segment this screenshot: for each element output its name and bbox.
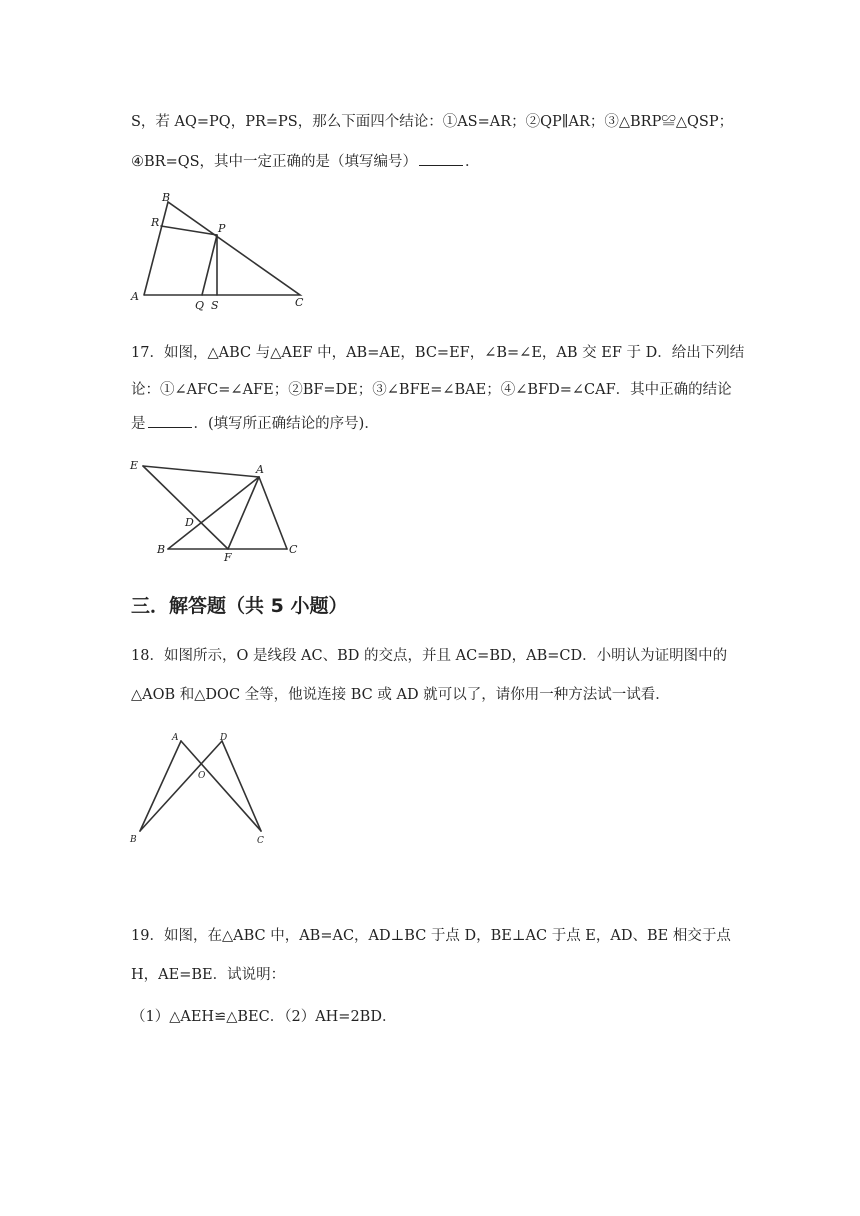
label-b: B — [157, 543, 166, 556]
segment-ef — [143, 466, 228, 549]
segment-ab — [140, 741, 181, 831]
label-a: A — [172, 733, 179, 743]
q16-line2-end: ． — [465, 154, 480, 170]
figure-q18 — [125, 725, 275, 850]
label-b: B — [130, 835, 137, 845]
q17-line3-end: ．(填写所正确结论的序号)． — [193, 416, 379, 432]
label-q: Q — [195, 299, 205, 312]
segment-ab — [168, 477, 259, 549]
label-d: D — [220, 733, 228, 743]
q17-line3 — [131, 413, 741, 434]
label-c: C — [295, 296, 304, 309]
segment-dc — [222, 741, 261, 831]
q16-line2 — [131, 151, 741, 172]
q18-line1: 18．如图所示，O 是线段 AC、BD 的交点，并且 AC=BD，AB=CD．小明认为证明图中的 — [131, 648, 728, 664]
figure-q16 — [120, 188, 320, 318]
q17-line2: 论：①∠AFC=∠AFE；②BF=DE；③∠BFE=∠BAE；④∠BFD=∠CAF．其中正确的结论 — [131, 382, 732, 398]
section-title: 三．解答题（共 5 小题） — [131, 595, 348, 617]
label-f: F — [224, 551, 232, 564]
q17-line1: 17．如图，△ABC 与△AEF 中，AB=AE，BC=EF，∠B=∠E，AB 交 EF 于 D．给出下列结 — [131, 345, 745, 361]
segment-ac — [181, 741, 261, 831]
segment-af — [228, 477, 259, 549]
q16-line1: S，若 AQ=PQ，PR=PS，那么下面四个结论：①AS=AR；②QP∥AR；③△BRP≌△QSP； — [131, 114, 734, 130]
q19-line3: （1）△AEH≌△BEC．（2）AH=2BD． — [131, 1009, 397, 1025]
label-o: O — [198, 771, 206, 781]
q17-line3-text: 是 — [131, 416, 146, 432]
label-s: S — [211, 299, 219, 312]
label-b: B — [162, 191, 171, 204]
segment-db — [140, 741, 222, 831]
segment-pq — [202, 235, 217, 295]
figure-q17 — [120, 452, 320, 567]
q18-line2: △AOB 和△DOC 全等，他说连接 BC 或 AD 就可以了，请你用一种方法试一试看． — [131, 687, 670, 703]
label-a: A — [256, 463, 264, 476]
label-r: R — [151, 216, 160, 229]
label-e: E — [130, 459, 139, 472]
label-c: C — [289, 543, 298, 556]
segment-ea — [143, 466, 259, 477]
segment-ac — [259, 477, 287, 549]
q16-line2-text: ④BR=QS，其中一定正确的是（填写编号） — [131, 154, 418, 170]
answer-blank-q16[interactable] — [419, 151, 463, 166]
label-a: A — [131, 290, 139, 303]
q19-line1: 19．如图，在△ABC 中，AB=AC，AD⊥BC 于点 D，BE⊥AC 于点 E，AD、BE 相交于点 — [131, 928, 731, 944]
label-p: P — [218, 222, 226, 235]
label-c: C — [257, 836, 264, 846]
triangle-abc — [144, 202, 300, 295]
answer-blank-q17[interactable] — [148, 413, 192, 428]
label-d: D — [185, 516, 194, 529]
q19-line2: H，AE=BE．试说明： — [131, 967, 286, 983]
